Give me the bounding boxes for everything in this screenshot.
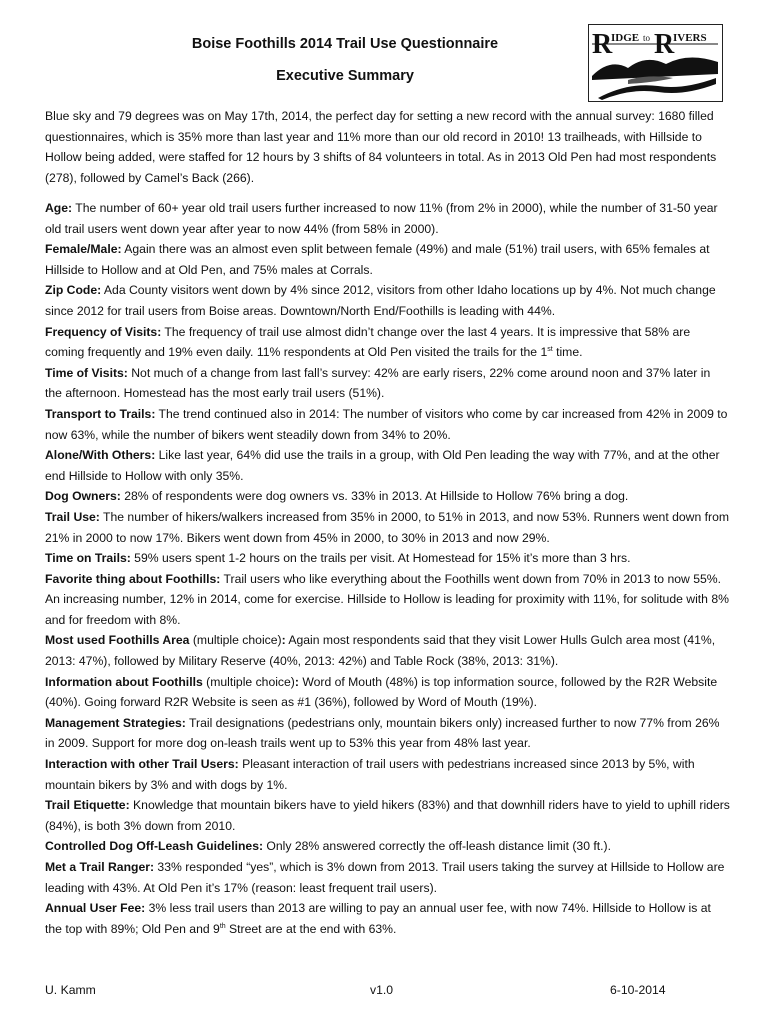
summary-item-text: The number of 60+ year old trail users further increased to now 11% (from 2% in 2000), while the number of 31-50 year old trail users went down year after year to now 44% (from 58% in 2000).: [45, 201, 718, 236]
summary-item-superscript: st: [547, 346, 553, 354]
summary-item-text: 59% users spent 1-2 hours on the trails per visit. At Homestead for 15% it’s more than 3 hrs.: [130, 551, 631, 566]
summary-item-text: The trend continued also in 2014: The number of visitors who come by car increased from 42% in 2009 to now 63%, while the number of bikers went steadily down from 34% to 20%.: [45, 406, 728, 442]
summary-item-label: Dog Owners:: [45, 489, 121, 504]
footer-date: 6-10-2014: [610, 983, 666, 997]
summary-item: [45, 198, 730, 239]
summary-item: [45, 630, 730, 671]
footer-author: U. Kamm: [45, 983, 96, 997]
document-subtitle: Executive Summary: [276, 68, 414, 84]
svg-text:IDGE: IDGE: [611, 32, 640, 44]
ridge-to-rivers-logo: [588, 24, 723, 102]
summary-item-colon: :: [281, 633, 286, 648]
summary-item: [45, 672, 730, 713]
svg-text:to: to: [643, 33, 651, 43]
summary-item-text: Trail users who like everything about the Foothills went down from 70% in 2013 to now 55%. An increasing number, 12% in 2014, come for exercise. Hillside to Hollow is leading for proximity with 11%, for solitude with 8% and for freedom with 8%.: [45, 571, 729, 627]
summary-item-label: Most used Foothills Area: [45, 633, 190, 648]
summary-item: [45, 857, 730, 898]
summary-item: [45, 507, 730, 548]
summary-item-text: Ada County visitors went down by 4% since 2012, visitors from other Idaho locations up by 4%. Not much change since 2012 for trail users from Boise areas. Downtown/North End/Foothills is leading with 44%.: [45, 283, 716, 318]
summary-item-label: Information about Foothills: [45, 674, 203, 689]
summary-item-label: Age:: [45, 201, 73, 215]
svg-text:R: R: [592, 29, 613, 60]
svg-text:R: R: [654, 29, 675, 60]
summary-item-text: The number of hikers/walkers increased from 35% in 2000, to 51% in 2013, and now 53%. Runners went down from 21% in 2000 to now 17%. Bikers went down from 45% in 2000, to 30% in 2013 and now 29%.: [45, 509, 730, 545]
summary-item-label: Zip Code:: [45, 283, 102, 298]
summary-item-label: Transport to Trails:: [45, 406, 156, 421]
summary-item-text: The frequency of trail use almost didn’t change over the last 4 years. It is impressive that 58% are coming frequently and 19% even daily. 11% respondents at Old Pen visited the trails for the 1: [45, 324, 691, 360]
summary-item: [45, 548, 730, 569]
summary-item: [45, 795, 730, 836]
summary-item-text: Again there was an almost even split between female (49%) and male (51%) trail users, with 65% females at Hillside to Hollow and at Old Pen, and 75% males at Corrals.: [45, 242, 710, 277]
summary-item: [45, 754, 730, 795]
summary-item-text: Like last year, 64% did use the trails in a group, with Old Pen leading the way with 77%, and at the other end Hillside to Hollow with only 35%.: [45, 448, 720, 483]
summary-item-qualifier: (multiple choice): [202, 674, 295, 689]
summary-item: [45, 239, 730, 280]
summary-item-text: Pleasant interaction of trail users with pedestrians increased since 2013 by 5%, with mountain bikers by 3% and with dogs by 1%.: [45, 757, 695, 792]
summary-item-label: Annual User Fee:: [45, 901, 146, 916]
summary-item: [45, 713, 730, 754]
summary-item-text: Not much of a change from last fall’s survey: 42% are early risers, 22% come around noon and 37% later in the afternoon. Homestead has the most early trail users (51%).: [45, 365, 711, 401]
summary-item-label: Controlled Dog Off-Leash Guidelines:: [45, 839, 264, 854]
summary-item-text: Trail designations (pedestrians only, mountain bikers only) increased further to now 77% from 26% in 2009. Support for more dog on-leash trails went up to 53% this year from 48% last year.: [45, 715, 720, 751]
summary-item-text: Only 28% answered correctly the off-leash distance limit (30 ft.).: [263, 839, 611, 854]
summary-item-label: Trail Use:: [45, 509, 100, 524]
summary-item: [45, 363, 730, 404]
summary-item-label: Time on Trails:: [45, 551, 131, 566]
summary-item: [45, 445, 730, 486]
summary-item-label: Time of Visits:: [45, 365, 128, 380]
summary-item-label: Alone/With Others:: [45, 448, 156, 463]
intro-paragraph: Blue sky and 79 degrees was on May 17th, 2014, the perfect day for setting a new record with the annual survey: 1680 filled questionnaires, which is 35% more than last year and 11% more than our old record in 2010! 13 trailheads, with Hillside to Hollow being added, were staffed for 12 hours by 3 shifts of 84 volunteers in total. As in 2013 Old Pen had most respondents (278), followed by Camel’s Back (266).: [45, 109, 717, 185]
summary-item-qualifier: (multiple choice): [189, 633, 282, 648]
footer-version: v1.0: [370, 983, 394, 997]
summary-items: [45, 198, 730, 939]
summary-item-text: 28% of respondents were dog owners vs. 33% in 2013. At Hillside to Hollow 76% bring a dog.: [120, 489, 629, 504]
svg-text:IVERS: IVERS: [673, 32, 707, 44]
summary-item-label: Trail Etiquette:: [45, 798, 130, 813]
summary-item-label: Favorite thing about Foothills:: [45, 571, 221, 586]
summary-item: [45, 322, 730, 363]
summary-item-text: Again most respondents said that they visit Lower Hulls Gulch area most (41%, 2013: 47%), followed by Military Reserve (40%, 2013: 42%) and Table Rock (38%, 2013: 31%).: [45, 633, 716, 669]
summary-item-label: Frequency of Visits:: [45, 324, 162, 339]
summary-item: [45, 486, 730, 507]
summary-item-colon: :: [294, 674, 299, 689]
summary-item-label: Female/Male:: [45, 242, 122, 257]
summary-item-text-continued: Street are at the end with 63%.: [225, 921, 397, 936]
summary-item-text: 33% responded “yes”, which is 3% down from 2013. Trail users taking the survey at Hillside to Hollow are leading with 43%. At Old Pen it’s 17% (reason: least frequent trail users).: [45, 860, 725, 895]
summary-item: [45, 280, 730, 321]
summary-item-label: Interaction with other Trail Users:: [45, 757, 239, 772]
summary-item: [45, 836, 730, 857]
document-title: Boise Foothills 2014 Trail Use Questionnaire: [191, 36, 499, 52]
summary-item-text: Word of Mouth (48%) is top information source, followed by the R2R Website (40%). Going forward R2R Website is seen as #1 (36%), followed by Word of Mouth (19%).: [45, 674, 718, 710]
summary-item-label: Met a Trail Ranger:: [45, 860, 155, 874]
summary-item-text: 3% less trail users than 2013 are willing to pay an annual user fee, with now 74%. Hillside to Hollow is at the top with 89%; Old Pen and 9: [45, 901, 711, 936]
summary-item: [45, 404, 730, 445]
summary-item-label: Management Strategies:: [45, 715, 186, 730]
summary-item-text-continued: time.: [552, 345, 583, 360]
summary-item: [45, 569, 730, 631]
summary-item: [45, 898, 730, 939]
summary-item-superscript: th: [219, 922, 226, 930]
summary-item-text: Knowledge that mountain bikers have to yield hikers (83%) and that downhill riders have to yield to uphill riders (84%), is both 3% down from 2010.: [45, 798, 730, 833]
